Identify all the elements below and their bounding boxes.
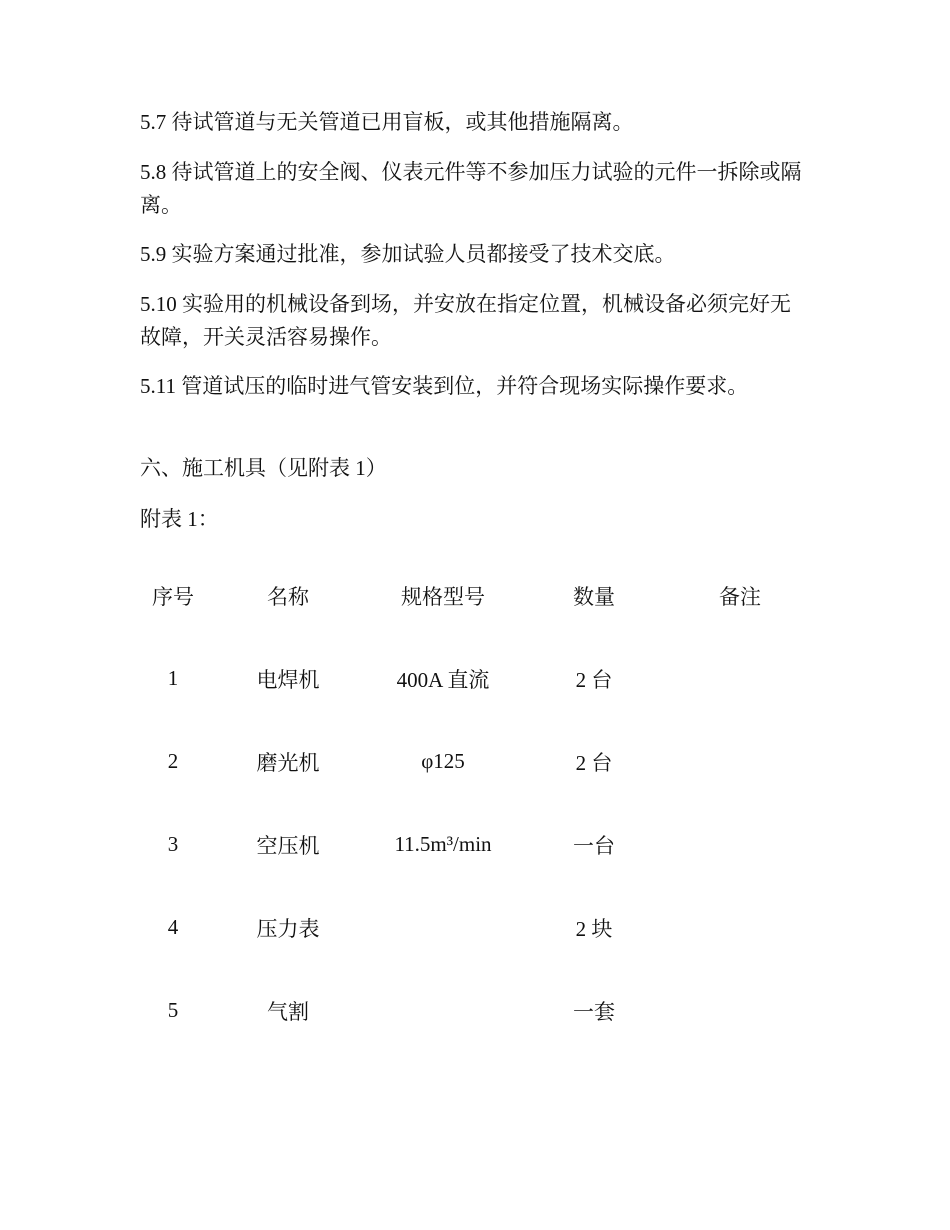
table-row [120, 720, 820, 803]
table-cell: 2 台 [575, 667, 613, 692]
table-cell: 空压机 [256, 833, 320, 858]
equipment-table [120, 555, 820, 1052]
table-cell: 5 [167, 998, 179, 1022]
paragraph-5-11: 5.11 管道试压的临时进气管安装到位，并符合现场实际操作要求。 [140, 374, 749, 398]
header-cell-index: 序号 [152, 585, 194, 609]
table-cell: 2 块 [575, 916, 613, 941]
table-row [120, 969, 820, 1052]
table-header-row [120, 555, 820, 637]
paragraph-5-8: 5.8 待试管道上的安全阀、仪表元件等不参加压力试验的元件一拆除或隔离。 [140, 160, 802, 217]
table-cell: 3 [167, 832, 179, 856]
table-cell: 2 台 [575, 750, 613, 775]
table-cell: 电焊机 [256, 667, 320, 692]
table-cell [652, 803, 828, 886]
table-row [120, 886, 820, 969]
table-cell [350, 969, 536, 1052]
table-cell [350, 886, 536, 969]
table-cell [652, 969, 828, 1052]
table-cell: 11.5m³/min [394, 832, 492, 856]
paragraph-5-10: 5.10 实验用的机械设备到场，并安放在指定位置，机械设备必须完好无故障，开关灵活容易操作。 [140, 292, 791, 349]
table-cell: 2 [167, 749, 179, 773]
table-cell: 气割 [267, 999, 309, 1024]
header-cell-spec: 规格型号 [401, 585, 485, 609]
paragraph-5-9: 5.9 实验方案通过批准，参加试验人员都接受了技术交底。 [140, 242, 676, 266]
table-cell: 压力表 [256, 916, 320, 941]
table-cell: 400A 直流 [396, 667, 490, 692]
table-cell: 1 [167, 666, 179, 690]
header-cell-remarks: 备注 [719, 585, 761, 609]
table-cell: 4 [167, 915, 179, 939]
table-row [120, 637, 820, 720]
table-cell [652, 886, 828, 969]
header-cell-quantity: 数量 [573, 585, 615, 609]
table-caption: 附表 1： [140, 507, 219, 531]
header-cell-name: 名称 [267, 585, 309, 609]
table-cell: 一台 [573, 833, 615, 858]
section-heading-tools: 六、施工机具（见附表 1） [140, 456, 387, 480]
table-cell: 磨光机 [256, 750, 320, 775]
table-row [120, 803, 820, 886]
table-cell: φ125 [421, 749, 465, 773]
table-cell [652, 637, 828, 720]
table-cell: 一套 [573, 999, 615, 1024]
paragraph-5-7: 5.7 待试管道与无关管道已用盲板，或其他措施隔离。 [140, 110, 634, 134]
table-cell [652, 720, 828, 803]
